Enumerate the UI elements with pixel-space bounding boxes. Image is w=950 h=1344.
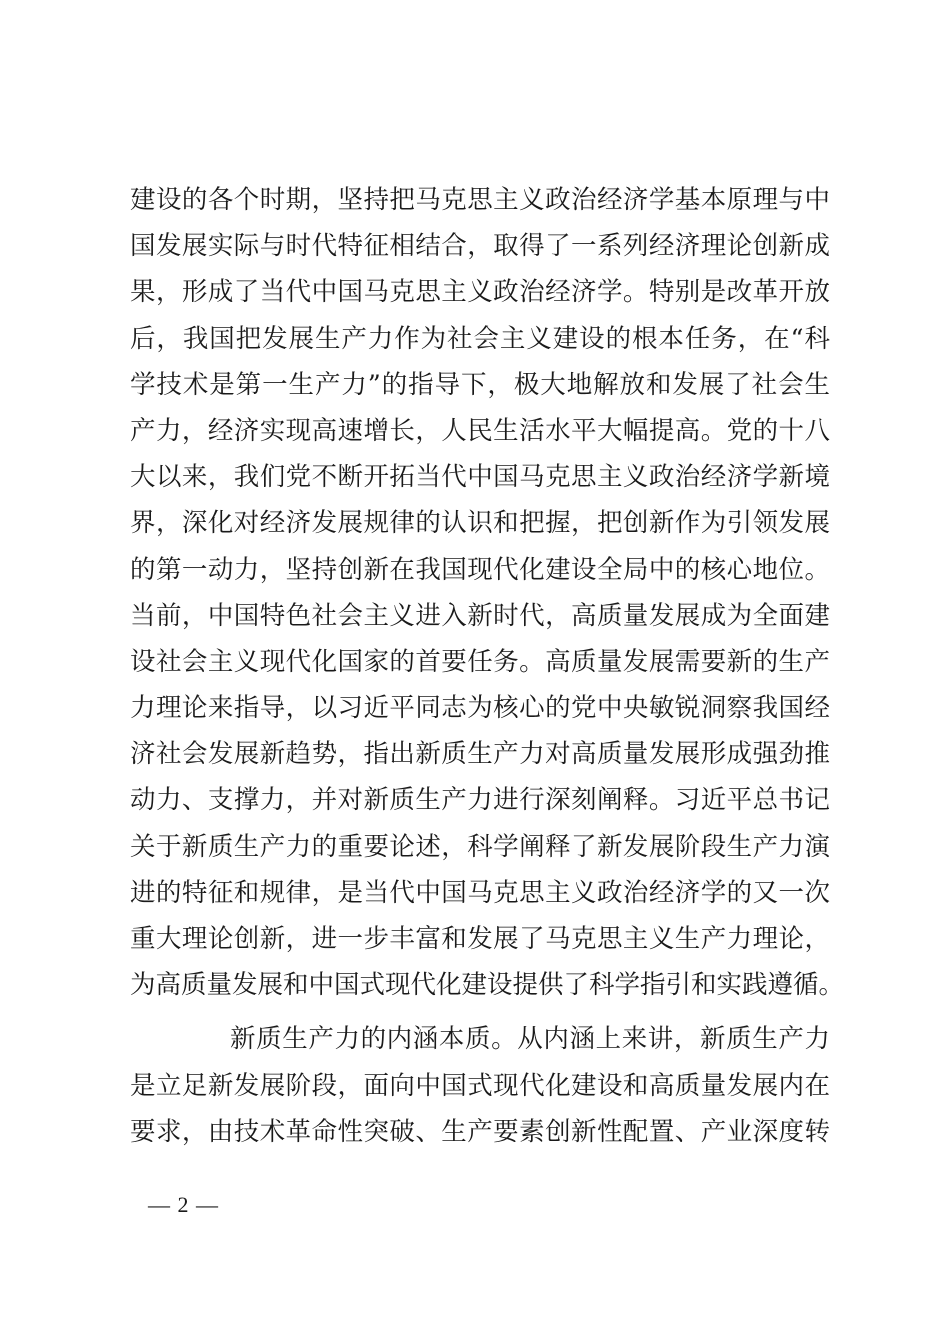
text-line: 动力、支撑力，并对新质生产力进行深刻阐释。习近平总书记 bbox=[130, 785, 830, 816]
text-line: 重大理论创新，进一步丰富和发展了马克思主义生产力理论， bbox=[130, 924, 830, 954]
text-line: 大以来，我们党不断开拓当代中国马克思主义政治经济学新境 bbox=[130, 462, 830, 493]
text-line: 要求，由技术革命性突破、生产要素创新性配置、产业深度转 bbox=[130, 1116, 830, 1147]
body-text bbox=[130, 177, 845, 1155]
text-line: 关于新质生产力的重要论述，科学阐释了新发展阶段生产力演 bbox=[130, 831, 830, 862]
text-line: 进的特征和规律，是当代中国马克思主义政治经济学的又一次 bbox=[130, 877, 830, 908]
text-line: 果，形成了当代中国马克思主义政治经济学。特别是改革开放 bbox=[130, 277, 830, 308]
text-line: 济社会发展新趋势，指出新质生产力对高质量发展形成强劲推 bbox=[130, 739, 830, 770]
text-line: 国发展实际与时代特征相结合，取得了一系列经济理论创新成 bbox=[130, 231, 830, 262]
text-line: 为高质量发展和中国式现代化建设提供了科学指引和实践遵循。 bbox=[130, 970, 845, 1001]
text-line: 当前，中国特色社会主义进入新时代，高质量发展成为全面建 bbox=[130, 600, 830, 631]
text-line: 设社会主义现代化国家的首要任务。高质量发展需要新的生产 bbox=[130, 646, 830, 677]
text-line: 学技术是第一生产力”的指导下，极大地解放和发展了社会生 bbox=[130, 369, 830, 400]
text-line: 建设的各个时期，坚持把马克思主义政治经济学基本原理与中 bbox=[130, 185, 830, 215]
paragraph-2 bbox=[130, 1016, 830, 1155]
paragraph-gap bbox=[130, 1008, 830, 1016]
paragraph-1 bbox=[130, 177, 845, 1008]
page-number: — 2 — bbox=[148, 1192, 219, 1217]
text-line: 力理论来指导，以习近平同志为核心的党中央敏锐洞察我国经 bbox=[130, 693, 830, 724]
text-line: 新质生产力的内涵本质。从内涵上来讲，新质生产力 bbox=[230, 1024, 830, 1055]
text-line: 界，深化对经济发展规律的认识和把握，把创新作为引领发展 bbox=[130, 508, 830, 539]
text-line: 产力，经济实现高速增长，人民生活水平大幅提高。党的十八 bbox=[130, 415, 830, 446]
text-line: 后，我国把发展生产力作为社会主义建设的根本任务，在“科 bbox=[130, 323, 830, 354]
text-line: 是立足新发展阶段，面向中国式现代化建设和高质量发展内在 bbox=[130, 1070, 830, 1101]
text-line: 的第一动力，坚持创新在我国现代化建设全局中的核心地位。 bbox=[130, 554, 830, 585]
